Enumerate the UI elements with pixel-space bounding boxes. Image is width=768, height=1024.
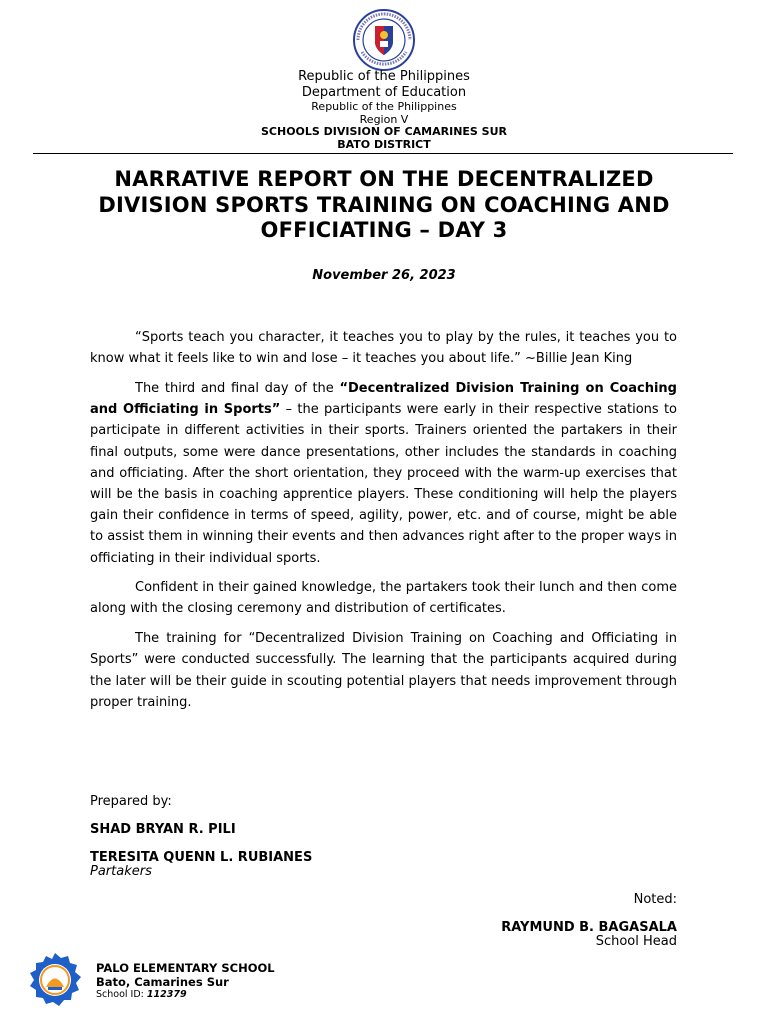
school-id-label: School ID:	[96, 989, 147, 1000]
report-body	[90, 327, 677, 721]
header-divider	[33, 153, 733, 154]
deped-seal-icon	[352, 8, 416, 72]
school-address: Bato, Camarines Sur	[96, 975, 229, 989]
prepared-by-label: Prepared by:	[90, 794, 172, 809]
noted-label: Noted:	[633, 892, 677, 907]
header-republic: Republic of the Philippines	[298, 69, 470, 84]
paragraph-2-rest: – the participants were early in their respective stations to participate in different activities in their sports. Trainers oriented the partakers in their final outputs, some were dance presentations, other includes the standards in coaching and officiating. After the short orientation, they proceed with the warm-up exercises that will be the basis in coaching apprentice players. These conditioning will help the players gain their confidence in terms of speed, agility, power, etc. and of course, might be able to assist them in winning their events and then advances right after to the proper ways in officiating in their individual sports.	[90, 402, 678, 566]
school-head-name: RAYMUND B. BAGASALA	[501, 920, 677, 935]
quote-paragraph: “Sports teach you character, it teaches you to play by the rules, it teaches you to know what it feels like to win and lose – it teaches you about life.” ~Billie Jean King	[90, 330, 677, 367]
report-date: November 26, 2023	[312, 268, 456, 283]
header-district: BATO DISTRICT	[337, 138, 431, 151]
preparer-role: Partakers	[90, 864, 152, 879]
paragraph-4: The training for “Decentralized Division Training on Coaching and Officiating in Sports” were conducted successfully. The learning that the participants acquired during the later will be their guide in scouting potential players that needs improvement through proper training.	[90, 631, 677, 710]
header-republic-small: Republic of the Philippines	[311, 100, 457, 113]
paragraph-2-start: The third and final day of the	[135, 380, 340, 396]
school-logo-icon	[22, 952, 88, 1008]
school-id	[96, 989, 187, 1000]
paragraph-3: Confident in their gained knowledge, the partakers took their lunch and then come along with the closing ceremony and distribution of certificates.	[90, 580, 677, 617]
preparer-name-1: SHAD BRYAN R. PILI	[90, 822, 236, 837]
school-head-role: School Head	[595, 934, 677, 949]
school-name: PALO ELEMENTARY SCHOOL	[96, 961, 275, 975]
report-title: NARRATIVE REPORT ON THE DECENTRALIZED DIVISION SPORTS TRAINING ON COACHING AND OFFICIATING – DAY 3	[98, 167, 670, 242]
paragraph-2	[90, 378, 677, 569]
preparer-name-2: TERESITA QUENN L. RUBIANES	[90, 850, 313, 865]
school-id-value: 112379	[146, 989, 187, 1000]
header-region: Region V	[359, 113, 409, 126]
header-department: Department of Education	[301, 85, 467, 100]
paragraph-2-training-name: “Decentralized Division Training on Coaching and Officiating in Sports”	[90, 380, 677, 418]
header-division: SCHOOLS DIVISION OF CAMARINES SUR	[261, 125, 507, 138]
